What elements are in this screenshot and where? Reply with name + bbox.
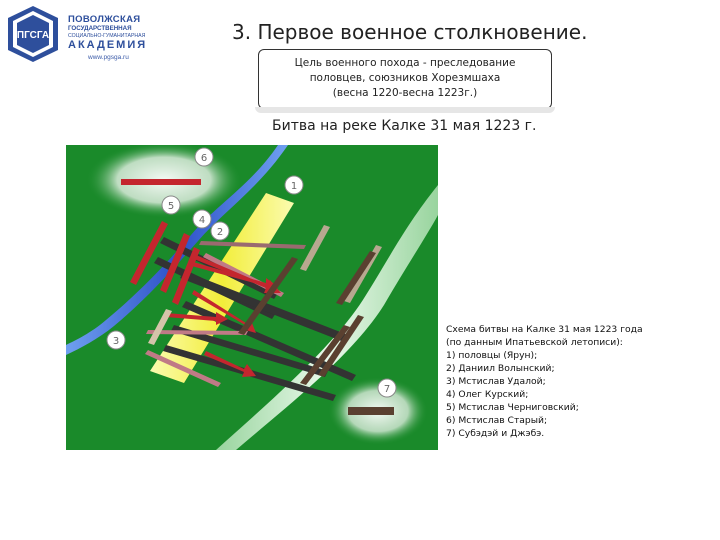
legend-line: 6) Мстислав Старый; <box>446 415 548 426</box>
goal-box-shadow <box>255 107 555 113</box>
marker-5 <box>162 196 180 214</box>
svg-text:3: 3 <box>112 336 120 347</box>
legend-line: 2) Даниил Волынский; <box>446 363 555 374</box>
svg-text:5: 5 <box>167 201 175 212</box>
svg-text:1: 1 <box>290 181 298 192</box>
unit-7-bar <box>348 407 394 415</box>
svg-text:7: 7 <box>383 384 391 395</box>
legend-line: 4) Олег Курский; <box>446 389 529 400</box>
goal-line-2: половцев, союзников Хорезмшаха <box>309 72 501 84</box>
legend-line: Схема битвы на Калке 31 мая 1223 года <box>446 324 643 335</box>
slide-title: 3. Первое военное столкновение. <box>232 20 588 44</box>
academy-logo <box>4 4 154 66</box>
goal-box <box>258 49 552 109</box>
goal-line-1: Цель военного похода - преследование <box>294 57 516 69</box>
logo-line-4: АКАДЕМИЯ <box>68 39 148 51</box>
academy-emblem-icon <box>4 4 62 64</box>
logo-line-2: ГОСУДАРСТВЕННАЯ <box>68 25 132 32</box>
svg-text:6: 6 <box>200 153 208 164</box>
battle-subtitle: Битва на реке Калке 31 мая 1223 г. <box>272 118 537 134</box>
goal-line-3: (весна 1220-весна 1223г.) <box>332 87 478 99</box>
marker-3 <box>107 331 125 349</box>
marker-2 <box>211 222 229 240</box>
svg-text:2: 2 <box>216 227 224 238</box>
legend-line: 7) Субэдэй и Джэбэ. <box>446 428 545 439</box>
marker-1 <box>285 176 303 194</box>
map-legend <box>446 323 643 440</box>
logo-line-3: СОЦИАЛЬНО-ГУМАНИТАРНАЯ <box>68 33 146 39</box>
marker-4 <box>193 210 211 228</box>
logo-line-1: ПОВОЛЖСКАЯ <box>68 14 141 25</box>
marker-7 <box>378 379 396 397</box>
unit-6-bar <box>121 179 201 185</box>
battle-map <box>66 145 438 450</box>
legend-line: 5) Мстислав Черниговский; <box>446 402 579 413</box>
marker-6 <box>195 148 213 166</box>
emblem-text: ПГСГА <box>16 30 50 41</box>
legend-line: 1) половцы (Ярун); <box>446 350 538 361</box>
logo-url: www.pgsga.ru <box>88 54 129 61</box>
legend-line: 3) Мстислав Удалой; <box>446 376 546 387</box>
legend-line: (по данным Ипатьевской летописи): <box>446 337 623 348</box>
svg-text:4: 4 <box>198 215 206 226</box>
